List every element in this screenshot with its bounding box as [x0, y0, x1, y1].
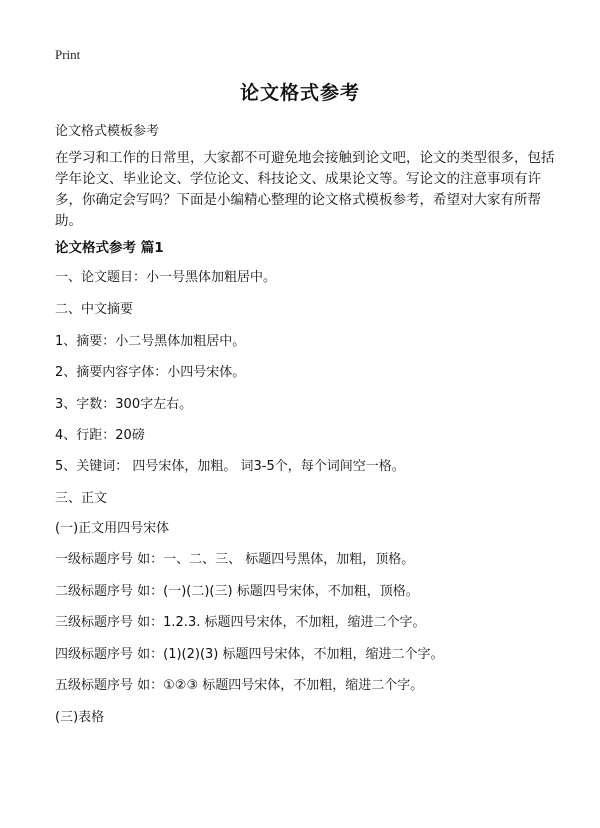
body-line: 五级标题序号 如：①②③ 标题四号宋体，不加粗，缩进二个字。	[55, 678, 424, 693]
body-line: 三级标题序号 如：1.2.3. 标题四号宋体，不加粗，缩进二个字。	[55, 615, 426, 630]
document-title: 论文格式参考	[239, 82, 360, 104]
body-line: 4、行距：20磅	[55, 428, 145, 443]
body-line: (一)正文用四号宋体	[55, 521, 170, 536]
body-line: 三、正文	[55, 491, 108, 506]
print-link[interactable]: Print	[55, 47, 81, 62]
body-line: 2、摘要内容字体：小四号宋体。	[55, 365, 246, 380]
body-line: (三)表格	[55, 710, 105, 725]
intro-paragraph: 在学习和工作的日常里，大家都不可避免地会接触到论文吧，论文的类型很多，包括学年论文、毕业论文、学位论文、科技论文、成果论文等。写论文的注意事项有许多，你确定会写吗？下面是小编精心整理的论文格式模板参考，希望对大家有所帮助。	[55, 150, 555, 229]
body-line: 5、关键词： 四号宋体，加粗。 词3-5个，每个词间空一格。	[55, 459, 405, 474]
document-subtitle: 论文格式模板参考	[55, 124, 160, 139]
section-heading: 论文格式参考 篇1	[55, 240, 164, 256]
body-line: 二级标题序号 如：(一)(二)(三) 标题四号宋体，不加粗，顶格。	[55, 584, 419, 599]
body-line: 一、论文题目：小一号黑体加粗居中。	[55, 270, 277, 285]
body-line: 1、摘要：小二号黑体加粗居中。	[55, 334, 246, 349]
body-line: 3、字数：300字左右。	[55, 397, 193, 412]
body-line: 二、中文摘要	[55, 302, 134, 317]
body-line: 一级标题序号 如：一、二、三、 标题四号黑体，加粗，顶格。	[55, 552, 415, 567]
body-line: 四级标题序号 如：(1)(2)(3) 标题四号宋体，不加粗，缩进二个字。	[55, 647, 444, 662]
